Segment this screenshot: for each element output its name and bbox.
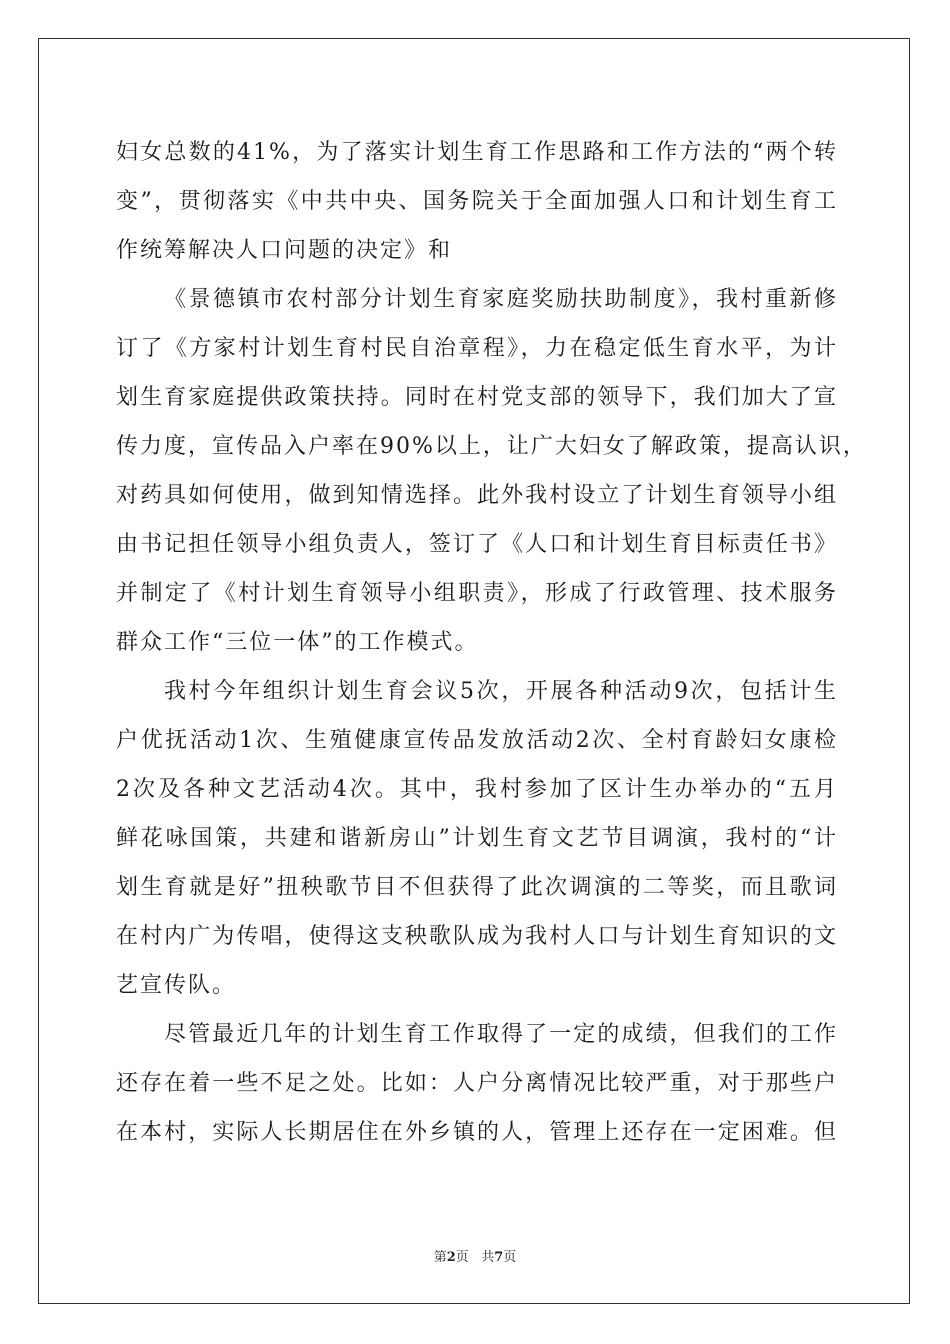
text-line: 群众工作“三位一体”的工作模式。 <box>116 630 479 655</box>
text-line: 鲜花咏国策，共建和谐新房山”计划生育文艺节目调演，我村的“计 <box>116 826 838 851</box>
text-line: 并制定了《村计划生育领导小组职责》，形成了行政管理、技术服务 <box>116 581 838 606</box>
text-line: 户优抚活动1次、生殖健康宣传品发放活动2次、全村育龄妇女康检 <box>116 728 838 753</box>
page-suffix: 页 <box>455 1250 469 1265</box>
page-prefix: 第 <box>433 1250 447 1265</box>
paragraph-4 <box>116 1010 838 1157</box>
text-line: 划生育就是好”扭秧歌节目不但获得了此次调演的二等奖，而且歌词 <box>116 875 838 900</box>
total-prefix: 共 <box>481 1250 495 1265</box>
text-line: 变”，贯彻落实《中共中央、国务院关于全面加强人口和计划生育工 <box>116 189 838 214</box>
text-line: 2次及各种文艺活动4次。其中，我村参加了区计生办举办的“五月 <box>116 777 838 802</box>
total-pages: 7 <box>494 1250 504 1265</box>
paragraph-1 <box>116 128 838 275</box>
text-line: 在本村，实际人长期居住在外乡镇的人，管理上还存在一定困难。但 <box>116 1120 838 1145</box>
page-number: 2 <box>446 1250 456 1265</box>
total-suffix: 页 <box>503 1250 517 1265</box>
text-line: 由书记担任领导小组负责人，签订了《人口和计划生育目标责任书》 <box>116 532 838 557</box>
paragraph-2 <box>116 275 867 667</box>
text-line: 传力度，宣传品入户率在90%以上，让广大妇女了解政策，提高认识， <box>116 434 867 459</box>
text-line: 妇女总数的41%，为了落实计划生育工作思路和工作方法的“两个转 <box>116 140 838 165</box>
text-line: 还存在着一些不足之处。比如：人户分离情况比较严重，对于那些户 <box>116 1071 838 1096</box>
text-line: 《景德镇市农村部分计划生育家庭奖励扶助制度》，我村重新修 <box>164 287 838 312</box>
text-line: 划生育家庭提供政策扶持。同时在村党支部的领导下，我们加大了宣 <box>116 385 838 410</box>
text-line: 订了《方家村计划生育村民自治章程》，力在稳定低生育水平，为计 <box>116 336 838 361</box>
text-line: 尽管最近几年的计划生育工作取得了一定的成绩，但我们的工作 <box>164 1022 838 1047</box>
document-body <box>116 128 867 1157</box>
text-line: 作统筹解决人口问题的决定》和 <box>116 238 453 263</box>
text-line: 在村内广为传唱，使得这支秧歌队成为我村人口与计划生育知识的文 <box>116 924 838 949</box>
text-line: 对药具如何使用，做到知情选择。此外我村设立了计划生育领导小组 <box>116 483 838 508</box>
paragraph-3 <box>116 667 838 1010</box>
text-line: 艺宣传队。 <box>116 973 237 998</box>
page-footer <box>0 1246 950 1265</box>
text-line: 我村今年组织计划生育会议5次，开展各种活动9次，包括计生 <box>164 679 838 704</box>
